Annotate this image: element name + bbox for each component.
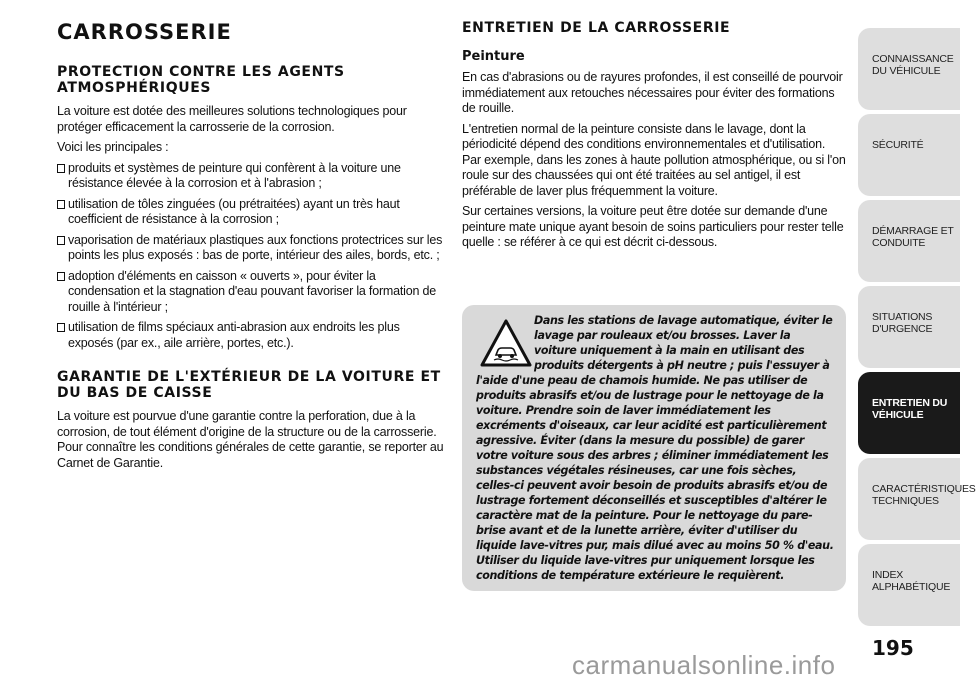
list-item: utilisation de tôles zinguées (ou prétraitées) ayant un très haut coefficient de résistance à la corrosion ; bbox=[57, 197, 447, 228]
tab-demarrage-conduite[interactable]: DÉMARRAGE ET CONDUITE bbox=[858, 200, 960, 282]
page-title: CARROSSERIE bbox=[57, 20, 232, 44]
warranty-body: La voiture est pourvue d'une garantie contre la perforation, due à la corrosion, de tout élément d'origine de la structure ou de la carrosserie. Pour connaître les conditions générales de cette garantie, se reporter au Carnet de Garantie. bbox=[57, 409, 444, 470]
warning-triangle-car-icon bbox=[478, 317, 534, 371]
tab-entretien-vehicule[interactable]: ENTRETIEN DU VÉHICULE bbox=[858, 372, 960, 454]
checkbox-bullet-icon bbox=[57, 164, 65, 173]
tab-situations-urgence[interactable]: SITUATIONS D'URGENCE bbox=[858, 286, 960, 368]
protection-lead: Voici les principales : bbox=[57, 140, 169, 154]
list-item: produits et systèmes de peinture qui confèrent à la voiture une résistance élevée à la corrosion et à l'abrasion ; bbox=[57, 161, 447, 192]
checkbox-bullet-icon bbox=[57, 323, 65, 332]
tab-connaissance-vehicule[interactable]: CONNAISSANCE DU VÉHICULE bbox=[858, 28, 960, 110]
section-heading-protection: PROTECTION CONTRE LES AGENTS ATMOSPHÉRIQUES bbox=[57, 64, 345, 96]
left-column bbox=[57, 20, 447, 476]
tab-index-alphabetique[interactable]: INDEX ALPHABÉTIQUE bbox=[858, 544, 960, 626]
tab-securite[interactable]: SÉCURITÉ bbox=[858, 114, 960, 196]
tab-caracteristiques-techniques[interactable]: CARACTÉRISTIQUES TECHNIQUES bbox=[858, 458, 960, 540]
paint-paragraph-2: L'entretien normal de la peinture consiste dans le lavage, dont la périodicité dépend des conditions environnementales et d'utilisation. Par exemple, dans les zones à haute pollution atmosphérique, ou si l'on roule sur des chaussées qui ont été traitées au sel antigel, il est préférable de laver plus fréquemment la voiture. bbox=[462, 121, 846, 198]
watermark: carmanualsonline.info bbox=[572, 650, 836, 680]
section-heading-warranty: GARANTIE DE L'EXTÉRIEUR DE LA VOITURE ET DU BAS DE CAISSE bbox=[57, 369, 441, 401]
checkbox-bullet-icon bbox=[57, 236, 65, 245]
right-column bbox=[462, 20, 847, 256]
section-heading-maintenance: ENTRETIEN DE LA CARROSSERIE bbox=[462, 20, 731, 36]
protection-list bbox=[57, 161, 447, 352]
chapter-tabs bbox=[858, 28, 976, 630]
list-item: utilisation de films spéciaux anti-abrasion aux endroits les plus exposés (par ex., aile arrière, portes, etc.). bbox=[57, 320, 447, 351]
warning-text: Dans les stations de lavage automatique, éviter le lavage par rouleaux et/ou brosses. Laver la voiture uniquement à la main en utilisant des produits détergents à pH neutre ; puis l'essuyer à l'aide d'une peau de chamois humide. Ne pas utiliser de produits abrasifs et/ou de lustrage pour le nettoyage de la voiture. Prendre soin de laver immédiatement les excréments d'oiseaux, car leur acidité est particulièrement agressive. Éviter (dans la mesure du possible) de garer votre voiture sous des arbres ; éliminer immédiatement les substances végétales résineuses, car une fois sèches, celles-ci peuvent avoir besoin de produits abrasifs et/ou de lustrage fortement déconseillés et susceptibles d'altérer le caractère mat de la peinture. Pour le nettoyage du pare-brise avant et de la lunette arrière, éviter d'utiliser du liquide lave-vitres pur, mais dilué avec au moins 50 % d'eau. Utiliser du liquide lave-vitres pur uniquement lorsque les conditions de température extérieure le requièrent. bbox=[476, 314, 834, 582]
paint-paragraph-3: Sur certaines versions, la voiture peut être dotée sur demande d'une peinture mate unique ayant besoin de soins particuliers pour rester telle quelle : se référer à ce qui est décrit ci-dessous. bbox=[462, 204, 844, 249]
checkbox-bullet-icon bbox=[57, 200, 65, 209]
list-item: adoption d'éléments en caisson « ouverts », pour éviter la condensation et la stagnation d'eau pouvant favoriser la formation de rouille à l'intérieur ; bbox=[57, 269, 447, 316]
checkbox-bullet-icon bbox=[57, 272, 65, 281]
page-number: 195 bbox=[872, 636, 914, 660]
subheading-paint: Peinture bbox=[462, 49, 525, 64]
protection-intro: La voiture est dotée des meilleures solutions technologiques pour protéger efficacement la carrosserie de la corrosion. bbox=[57, 104, 407, 134]
paint-paragraph-1: En cas d'abrasions ou de rayures profondes, il est conseillé de pourvoir immédiatement aux retouches nécessaires pour éviter des formations de rouille. bbox=[462, 70, 843, 115]
warning-box bbox=[462, 305, 846, 591]
list-item: vaporisation de matériaux plastiques aux fonctions protectrices sur les points les plus exposés : bas de porte, intérieur des ailes, bords, etc. ; bbox=[57, 233, 447, 264]
